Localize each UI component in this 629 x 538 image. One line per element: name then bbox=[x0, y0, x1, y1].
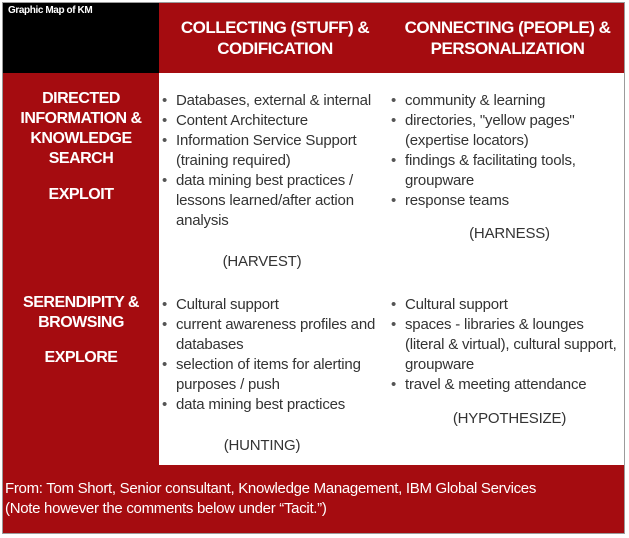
bullet-icon: • bbox=[391, 316, 397, 333]
row-header-directed bbox=[3, 89, 159, 205]
row-header-mode: EXPLOIT bbox=[48, 186, 114, 203]
row-header-serendipity bbox=[3, 293, 159, 368]
bullet-icon: • bbox=[391, 192, 397, 209]
row-header-line: DIRECTED bbox=[42, 90, 120, 107]
list-item: • directories, "yellow pages" (expertise locators) bbox=[391, 112, 575, 149]
bullet-icon: • bbox=[162, 296, 168, 313]
bullet-icon: • bbox=[162, 132, 168, 149]
quadrant-tag: (HYPOTHESIZE) bbox=[452, 410, 567, 427]
map-title: Graphic Map of KM bbox=[8, 5, 93, 16]
matrix-body bbox=[159, 73, 624, 465]
row-header-line: INFORMATION & bbox=[20, 110, 142, 127]
quadrant-tag: (HARNESS) bbox=[469, 225, 550, 242]
row-header-line: BROWSING bbox=[38, 314, 124, 331]
bullet-icon: • bbox=[162, 92, 168, 109]
corner-cell bbox=[3, 3, 159, 73]
list-item: • data mining best practices bbox=[162, 396, 346, 413]
cell-directed-collecting bbox=[162, 91, 387, 272]
quadrant-tag: (HARVEST) bbox=[222, 253, 302, 270]
list-item: • spaces - libraries & lounges (literal & virtual), cultural support, groupware bbox=[391, 316, 617, 373]
column-header-line: PERSONALIZATION bbox=[430, 39, 585, 58]
bullet-icon: • bbox=[391, 92, 397, 109]
bullet-icon: • bbox=[391, 152, 397, 169]
list-item: • Content Architecture bbox=[162, 112, 308, 129]
list-item: • travel & meeting attendance bbox=[391, 376, 587, 393]
bullet-icon: • bbox=[162, 172, 168, 189]
source-footer bbox=[5, 479, 536, 519]
column-header-connecting bbox=[391, 3, 624, 73]
row-header-mode: EXPLORE bbox=[44, 349, 118, 366]
cell-directed-connecting bbox=[391, 91, 623, 244]
list-item: • current awareness profiles and databases bbox=[162, 316, 376, 353]
quadrant-tag: (HUNTING) bbox=[223, 437, 301, 454]
bullet-icon: • bbox=[391, 376, 397, 393]
source-citation: From: Tom Short, Senior consultant, Knowledge Management, IBM Global Services bbox=[5, 480, 537, 497]
source-note: (Note however the comments below under “Tacit.”) bbox=[5, 500, 327, 517]
list-item: • findings & facilitating tools, groupware bbox=[391, 152, 576, 189]
list-item: • Information Service Support (training required) bbox=[162, 132, 357, 169]
row-header-line: KNOWLEDGE bbox=[30, 130, 132, 147]
bullet-icon: • bbox=[162, 316, 168, 333]
list-item: • Databases, external & internal bbox=[162, 92, 371, 109]
bullet-icon: • bbox=[391, 296, 397, 313]
list-item: • Cultural support bbox=[391, 296, 508, 313]
row-header-line: SERENDIPITY & bbox=[23, 294, 139, 311]
bullet-icon: • bbox=[162, 396, 168, 413]
cell-serendipity-connecting bbox=[391, 295, 623, 429]
cell-serendipity-collecting bbox=[162, 295, 387, 456]
bullet-icon: • bbox=[162, 356, 168, 373]
column-header-line: CONNECTING (PEOPLE) & bbox=[404, 18, 611, 37]
row-header-line: SEARCH bbox=[48, 150, 114, 167]
list-item: • data mining best practices / lessons learned/after action analysis bbox=[162, 172, 354, 229]
km-map-frame bbox=[2, 2, 625, 534]
column-header-line: COLLECTING (STUFF) & bbox=[180, 18, 370, 37]
list-item: • selection of items for alerting purposes / push bbox=[162, 356, 361, 393]
bullet-icon: • bbox=[391, 112, 397, 129]
column-header-line: CODIFICATION bbox=[217, 39, 333, 58]
list-item: • Cultural support bbox=[162, 296, 279, 313]
column-header-collecting bbox=[159, 3, 391, 73]
list-item: • response teams bbox=[391, 192, 509, 209]
bullet-icon: • bbox=[162, 112, 168, 129]
list-item: • community & learning bbox=[391, 92, 546, 109]
